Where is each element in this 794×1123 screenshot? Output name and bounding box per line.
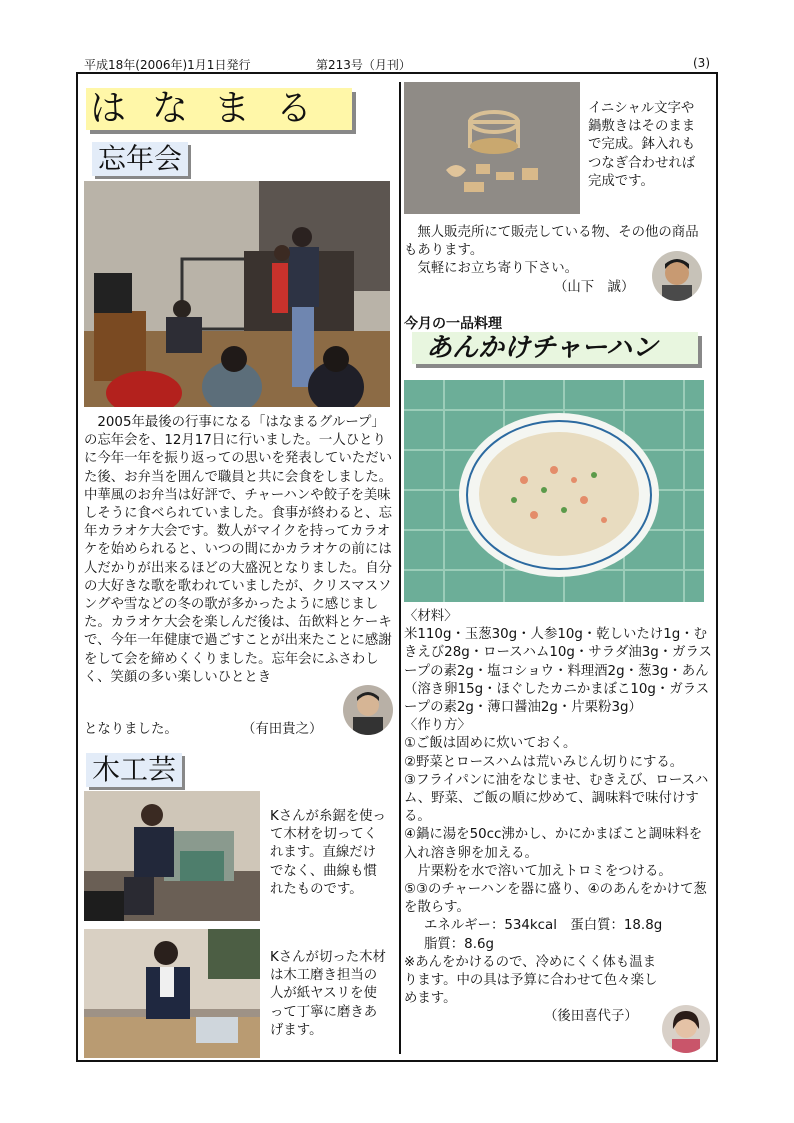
recipe-dish-photo bbox=[404, 380, 704, 602]
woodwork-caption-1: Kさんが糸鋸を使って木材を切ってくれます。直線だけでなく、曲線も慣れたものです。 bbox=[270, 809, 386, 897]
woodwork-caption-2: Kさんが切った木材は木工磨き担当の人が紙ヤスリを使って丁寧に磨きあげます。 bbox=[270, 950, 386, 1038]
recipe-title: あんかけチャーハン bbox=[412, 332, 698, 364]
column-divider bbox=[399, 82, 401, 1054]
sale-text-1: 無人販売所にて販売している物、その他の商品もあります。 bbox=[404, 225, 699, 259]
section-title-hanamaru: はなまる bbox=[86, 88, 352, 130]
step-2: ②野菜とロースハムは荒いみじん切りにする。 bbox=[404, 754, 684, 770]
bonenkai-paragraph: 2005年最後の行事になる「はなまるグループ」の忘年会を、12月17日に行いました。一人ひとりに今年一年を振り返っての思いを発表していただいた後、お弁当を囲んで職員と共に会食をしました。中華風のお弁当は好評で、チャーハンや餃子を美味しそうに食べられていました。食事が終わると、忘年カラオケ大会です。数人がマイクを持ってカラオケを始められると、いつの間にかカラオケの前には人だかりが出来るほどの大盛況となりました。自分の大好きな歌を歌われていましたが、クリスマスソングや雪などの冬の歌が多かったように感じました。カラオケ大会を楽しんだ後は、缶飲料とケーキで、今年一年健康で過ごすことが出来たことに感謝をして会を締めくくりました。忘年会にふさわしく、笑顔の多い楽しいひととき bbox=[84, 415, 392, 685]
author-photo-ushirota bbox=[662, 1005, 710, 1053]
step-4: ④鍋に湯を50cc沸かし、かにかまぼこと調味料を入れ溶き卵を加える。 bbox=[404, 827, 703, 861]
recipe-label: 今月の一品料理 bbox=[404, 316, 502, 332]
page-number: (3) bbox=[693, 56, 710, 70]
craft-caption: イニシャル文字や鍋敷きはそのままで完成。鉢入れもつなぎ合わせれば完成です。 bbox=[588, 101, 696, 189]
sale-text-2: 気軽にお立ち寄り下さい。 bbox=[404, 261, 579, 277]
bonenkai-last-line: となりました。 bbox=[84, 722, 178, 737]
heading-bonenkai: 忘年会 bbox=[92, 142, 188, 176]
woodwork-sanding-photo bbox=[84, 929, 260, 1058]
bonenkai-closing bbox=[84, 721, 344, 739]
step-5: ⑤③のチャーハンを器に盛り、④のあんをかけて葱を散らす。 bbox=[404, 882, 707, 916]
woodwork-saw-photo bbox=[84, 791, 260, 921]
step-1: ①ご飯は固めに炊いておく。 bbox=[404, 736, 577, 752]
issue-number: 第213号（月刊） bbox=[316, 58, 411, 72]
recipe-body bbox=[404, 608, 714, 1027]
page-header bbox=[84, 56, 710, 72]
nutrition-line-2: 脂質：8.6g bbox=[424, 936, 494, 952]
step-3: ③フライパンに油をなじませ、むきえび、ロースハム、野菜、ご飯の順に炒めて、調味料で味付けする。 bbox=[404, 772, 709, 825]
ingredients-list: 米110g・玉葱30g・人参10g・乾しいたけ1g・むきえび28g・ロースハム10g・サラダ油3g・ガラスープの素2g・塩コショウ・料理酒2g・葱3g・あん（溶き卵15g・ほぐしたカニかまぼこ10g・ガラスープの素2g・薄口醤油2g・片栗粉3g） bbox=[404, 627, 712, 716]
step-4b: 片栗粉を水で溶いて加えトロミをつける。 bbox=[404, 863, 672, 879]
issue-date: 平成18年(2006年)1月1日発行 bbox=[84, 58, 251, 72]
recipe-author: （後田喜代子） bbox=[544, 1009, 638, 1025]
heading-mokkougei: 木工芸 bbox=[86, 753, 182, 787]
recipe-note: ※あんをかけるので、冷めにくく体も温まります。中の具は予算に合わせて色々楽しめます。 bbox=[404, 954, 658, 1007]
author-photo-arita bbox=[343, 685, 393, 735]
nutrition-line-1: エネルギー：534kcal 蛋白質：18.8g bbox=[424, 918, 663, 934]
wood-craft-photo bbox=[404, 82, 580, 214]
author-photo-yamashita bbox=[652, 251, 702, 301]
sale-author: （山下 誠） bbox=[554, 279, 635, 295]
bonenkai-author: （有田貴之） bbox=[242, 722, 323, 737]
karaoke-photo bbox=[84, 181, 390, 407]
bonenkai-body bbox=[84, 414, 392, 686]
steps-label: 〈作り方〉 bbox=[404, 718, 471, 734]
ingredients-label: 〈材料〉 bbox=[404, 609, 458, 624]
